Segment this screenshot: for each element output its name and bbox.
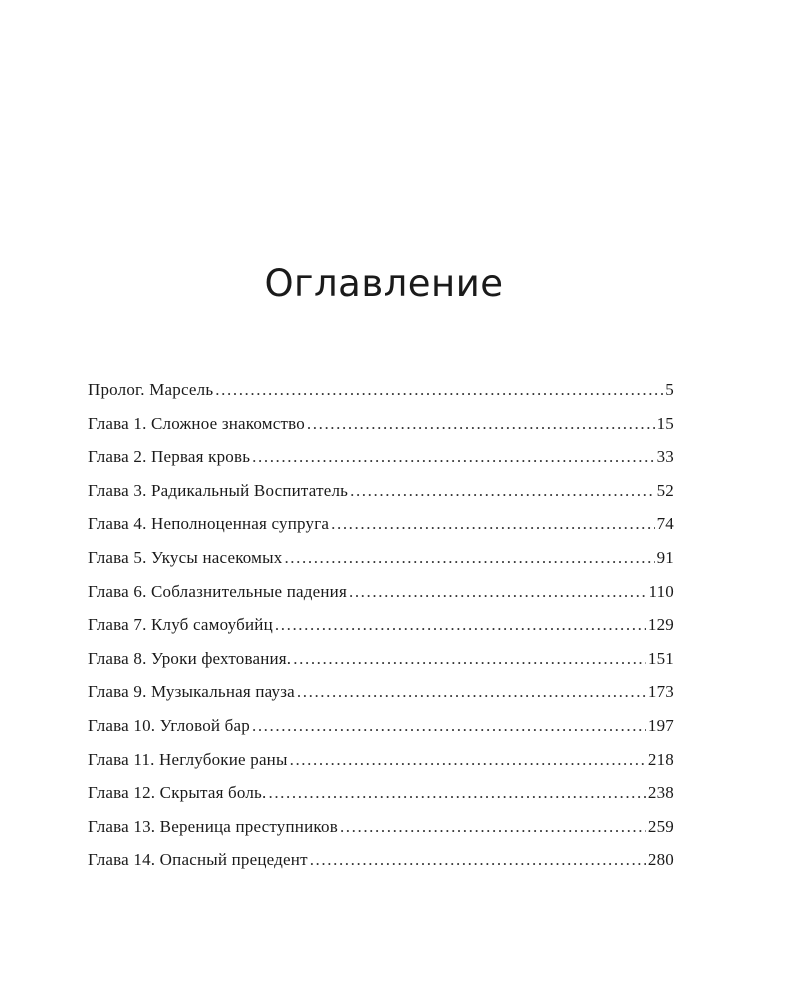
toc-entry-label: Глава 9. Музыкальная пауза	[88, 682, 295, 702]
toc-entry-label: Глава 3. Радикальный Воспитатель	[88, 480, 349, 500]
toc-entry[interactable]	[88, 783, 674, 817]
toc-entry-page: 15	[656, 413, 674, 433]
toc-entry-label: Глава 1. Сложное знакомство	[88, 413, 305, 433]
toc-entry-page: 259	[647, 816, 674, 836]
toc-entry-page: 110	[648, 581, 674, 601]
dot-leader	[284, 548, 654, 568]
dot-leader	[290, 750, 646, 770]
toc-entry-page: 33	[656, 447, 674, 467]
toc-entry[interactable]	[88, 850, 674, 884]
toc-entry[interactable]	[88, 750, 674, 784]
toc-entry-page: 218	[647, 749, 674, 769]
toc-entry-page: 197	[647, 715, 674, 735]
dot-leader	[293, 649, 646, 669]
toc-entry[interactable]	[88, 649, 674, 683]
toc-entry-label: Глава 8. Уроки фехтования.	[88, 648, 292, 668]
toc-entry-page: 151	[647, 648, 674, 668]
toc-entry[interactable]	[88, 615, 674, 649]
toc-entry-label: Глава 14. Опасный прецедент	[88, 850, 308, 870]
table-of-contents	[88, 380, 674, 884]
toc-entry-page: 74	[656, 514, 674, 534]
toc-entry-label: Глава 12. Скрытая боль.	[88, 783, 267, 803]
dot-leader	[275, 615, 646, 635]
toc-entry-label: Пролог. Марсель	[88, 380, 214, 399]
toc-entry-page: 5	[665, 380, 674, 399]
toc-entry-label: Глава 2. Первая кровь	[88, 447, 251, 467]
dot-leader	[252, 716, 646, 736]
toc-entry-page: 173	[647, 682, 674, 702]
toc-entry[interactable]	[88, 414, 674, 448]
toc-entry-label: Глава 5. Укусы насекомых	[88, 547, 283, 567]
toc-entry[interactable]	[88, 682, 674, 716]
toc-entry[interactable]	[88, 716, 674, 750]
dot-leader	[310, 850, 646, 870]
toc-entry-page: 280	[647, 850, 674, 870]
toc-entry-label: Глава 10. Угловой бар	[88, 715, 250, 735]
dot-leader	[268, 783, 645, 803]
toc-entry-page: 52	[656, 480, 674, 500]
toc-entry[interactable]	[88, 447, 674, 481]
toc-entry-label: Глава 7. Клуб самоубийц	[88, 615, 273, 635]
toc-entry[interactable]	[88, 548, 674, 582]
dot-leader	[340, 817, 646, 837]
dot-leader	[297, 682, 646, 702]
toc-entry-label: Глава 4. Неполноценная супруга	[88, 514, 330, 534]
toc-entry[interactable]	[88, 514, 674, 548]
dot-leader	[331, 514, 654, 534]
dot-leader	[349, 582, 647, 602]
toc-entry[interactable]	[88, 582, 674, 616]
dot-leader	[307, 414, 655, 434]
toc-entry[interactable]	[88, 380, 674, 414]
toc-entry-label: Глава 6. Соблазнительные падения	[88, 581, 347, 601]
dot-leader	[252, 447, 654, 467]
toc-entry-label: Глава 13. Вереница преступников	[88, 816, 338, 836]
toc-entry-page: 129	[647, 615, 674, 635]
toc-entry-page: 238	[647, 783, 674, 803]
page-title: Оглавление	[264, 262, 504, 305]
toc-entry-page: 91	[656, 547, 674, 567]
dot-leader	[350, 481, 655, 501]
dot-leader	[215, 380, 663, 400]
toc-entry[interactable]	[88, 817, 674, 851]
toc-entry[interactable]	[88, 481, 674, 515]
toc-entry-label: Глава 11. Неглубокие раны	[88, 749, 288, 769]
